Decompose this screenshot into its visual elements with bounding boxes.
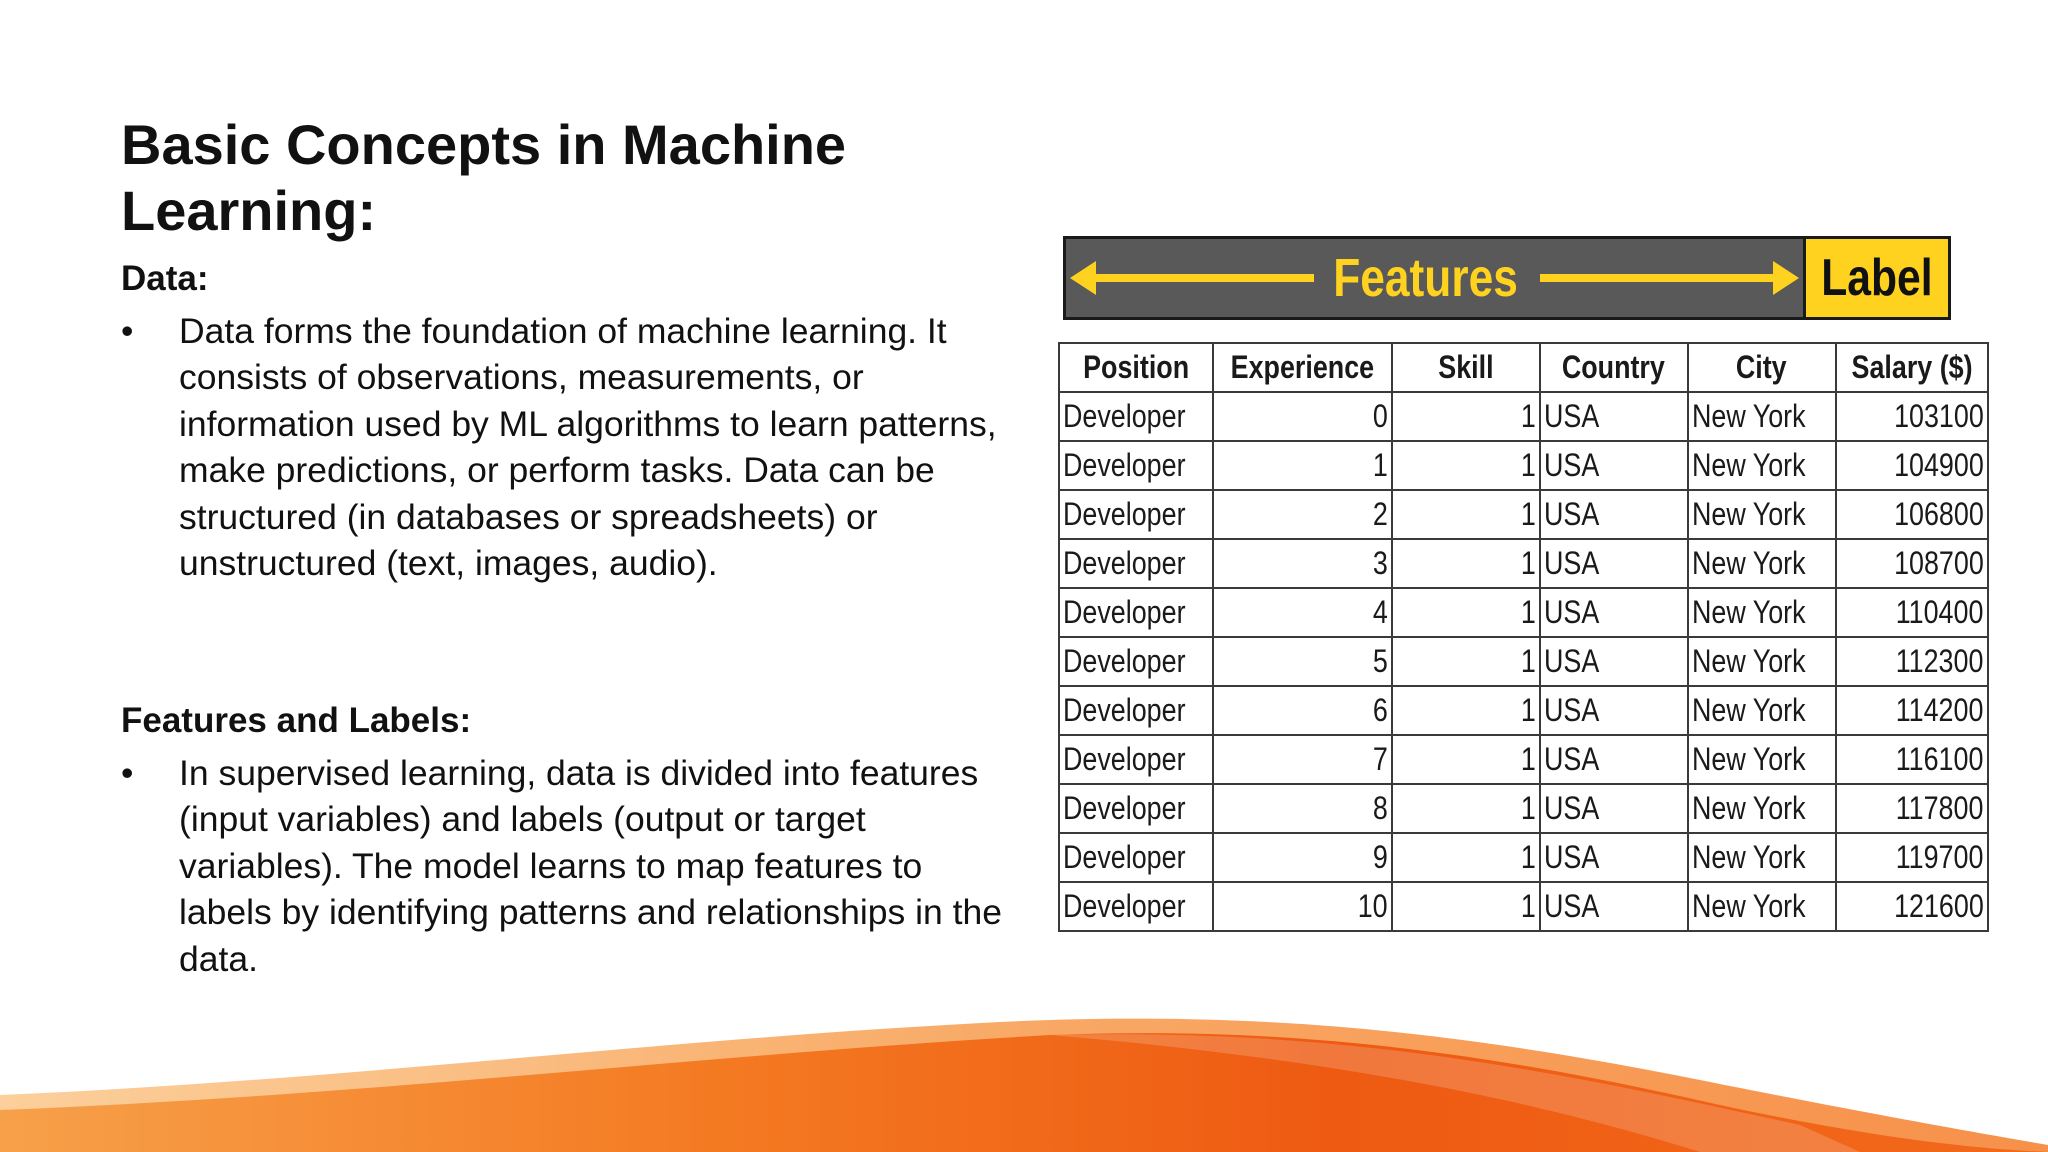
bullet-text-data: Data forms the foundation of machine learning. It consists of observations, measurements, or information used by ML algorithms to learn patterns, make predictions, or perform tasks. Data can be structured (in databases or spreadsheets) or unstructured (text, images, audio). — [179, 311, 997, 584]
column-header-experience: Experience — [1213, 343, 1392, 392]
cell-position: Developer — [1059, 490, 1213, 539]
cell-country: USA — [1540, 833, 1688, 882]
table-row — [1059, 735, 1988, 784]
cell-city: New York — [1688, 637, 1836, 686]
cell-city: New York — [1688, 882, 1836, 931]
arrow-line-right — [1540, 274, 1776, 282]
cell-city: New York — [1688, 735, 1836, 784]
cell-city: New York — [1688, 833, 1836, 882]
column-header-country: Country — [1540, 343, 1688, 392]
cell-country: USA — [1540, 539, 1688, 588]
cell-skill: 1 — [1392, 637, 1540, 686]
cell-position: Developer — [1059, 588, 1213, 637]
table-header-row — [1059, 343, 1988, 392]
cell-salary: 103100 — [1836, 392, 1988, 441]
table-row — [1059, 441, 1988, 490]
cell-position: Developer — [1059, 882, 1213, 931]
cell-skill: 1 — [1392, 441, 1540, 490]
cell-country: USA — [1540, 490, 1688, 539]
cell-country: USA — [1540, 441, 1688, 490]
table-row — [1059, 784, 1988, 833]
cell-skill: 1 — [1392, 490, 1540, 539]
cell-experience: 4 — [1213, 588, 1392, 637]
cell-experience: 7 — [1213, 735, 1392, 784]
cell-skill: 1 — [1392, 392, 1540, 441]
table-row — [1059, 637, 1988, 686]
table-row — [1059, 588, 1988, 637]
bullet-marker: • — [121, 311, 134, 351]
arrow-right-icon — [1773, 261, 1799, 295]
cell-experience: 6 — [1213, 686, 1392, 735]
features-label-banner — [1063, 236, 1951, 320]
cell-salary: 121600 — [1836, 882, 1988, 931]
section-heading-features-labels: Features and Labels: — [121, 701, 472, 740]
cell-country: USA — [1540, 392, 1688, 441]
cell-city: New York — [1688, 392, 1836, 441]
cell-position: Developer — [1059, 735, 1213, 784]
table-row — [1059, 833, 1988, 882]
slide-title: Basic Concepts in Machine Learning: — [121, 113, 847, 242]
cell-experience: 1 — [1213, 441, 1392, 490]
cell-experience: 8 — [1213, 784, 1392, 833]
cell-salary: 106800 — [1836, 490, 1988, 539]
cell-country: USA — [1540, 882, 1688, 931]
cell-salary: 104900 — [1836, 441, 1988, 490]
cell-salary: 117800 — [1836, 784, 1988, 833]
cell-city: New York — [1688, 539, 1836, 588]
features-zone — [1066, 239, 1803, 317]
cell-city: New York — [1688, 441, 1836, 490]
cell-experience: 3 — [1213, 539, 1392, 588]
cell-skill: 1 — [1392, 686, 1540, 735]
cell-experience: 0 — [1213, 392, 1392, 441]
column-header-salary: Salary ($) — [1836, 343, 1988, 392]
bullet-features-labels — [121, 750, 1001, 990]
cell-position: Developer — [1059, 539, 1213, 588]
cell-country: USA — [1540, 637, 1688, 686]
cell-city: New York — [1688, 784, 1836, 833]
cell-salary: 116100 — [1836, 735, 1988, 784]
table-row — [1059, 539, 1988, 588]
cell-salary: 112300 — [1836, 637, 1988, 686]
table-row — [1059, 392, 1988, 441]
cell-skill: 1 — [1392, 539, 1540, 588]
label-heading: Label — [1803, 239, 1948, 317]
cell-skill: 1 — [1392, 735, 1540, 784]
table-row — [1059, 686, 1988, 735]
cell-skill: 1 — [1392, 882, 1540, 931]
cell-skill: 1 — [1392, 833, 1540, 882]
cell-salary: 108700 — [1836, 539, 1988, 588]
cell-city: New York — [1688, 686, 1836, 735]
cell-position: Developer — [1059, 441, 1213, 490]
table-row — [1059, 490, 1988, 539]
cell-skill: 1 — [1392, 588, 1540, 637]
cell-salary: 110400 — [1836, 588, 1988, 637]
cell-experience: 5 — [1213, 637, 1392, 686]
column-header-city: City — [1688, 343, 1836, 392]
cell-skill: 1 — [1392, 784, 1540, 833]
cell-country: USA — [1540, 735, 1688, 784]
cell-position: Developer — [1059, 833, 1213, 882]
cell-city: New York — [1688, 490, 1836, 539]
bullet-text-features-labels: In supervised learning, data is divided into features (input variables) and labels (output or target variables). The model learns to map features to labels by identifying patterns and relationships in the data. — [179, 753, 1002, 979]
cell-position: Developer — [1059, 686, 1213, 735]
bullet-data — [121, 308, 1001, 628]
cell-experience: 10 — [1213, 882, 1392, 931]
column-header-position: Position — [1059, 343, 1213, 392]
table-row — [1059, 882, 1988, 931]
section-heading-data: Data: — [121, 259, 209, 298]
cell-country: USA — [1540, 588, 1688, 637]
cell-country: USA — [1540, 784, 1688, 833]
cell-city: New York — [1688, 588, 1836, 637]
cell-position: Developer — [1059, 392, 1213, 441]
cell-salary: 119700 — [1836, 833, 1988, 882]
bullet-marker: • — [121, 753, 134, 793]
column-header-skill: Skill — [1392, 343, 1540, 392]
cell-experience: 2 — [1213, 490, 1392, 539]
arrow-line-left — [1092, 274, 1314, 282]
salary-data-table — [1058, 342, 1989, 932]
cell-country: USA — [1540, 686, 1688, 735]
cell-position: Developer — [1059, 784, 1213, 833]
cell-experience: 9 — [1213, 833, 1392, 882]
cell-position: Developer — [1059, 637, 1213, 686]
cell-salary: 114200 — [1836, 686, 1988, 735]
features-heading: Features — [1333, 248, 1519, 308]
